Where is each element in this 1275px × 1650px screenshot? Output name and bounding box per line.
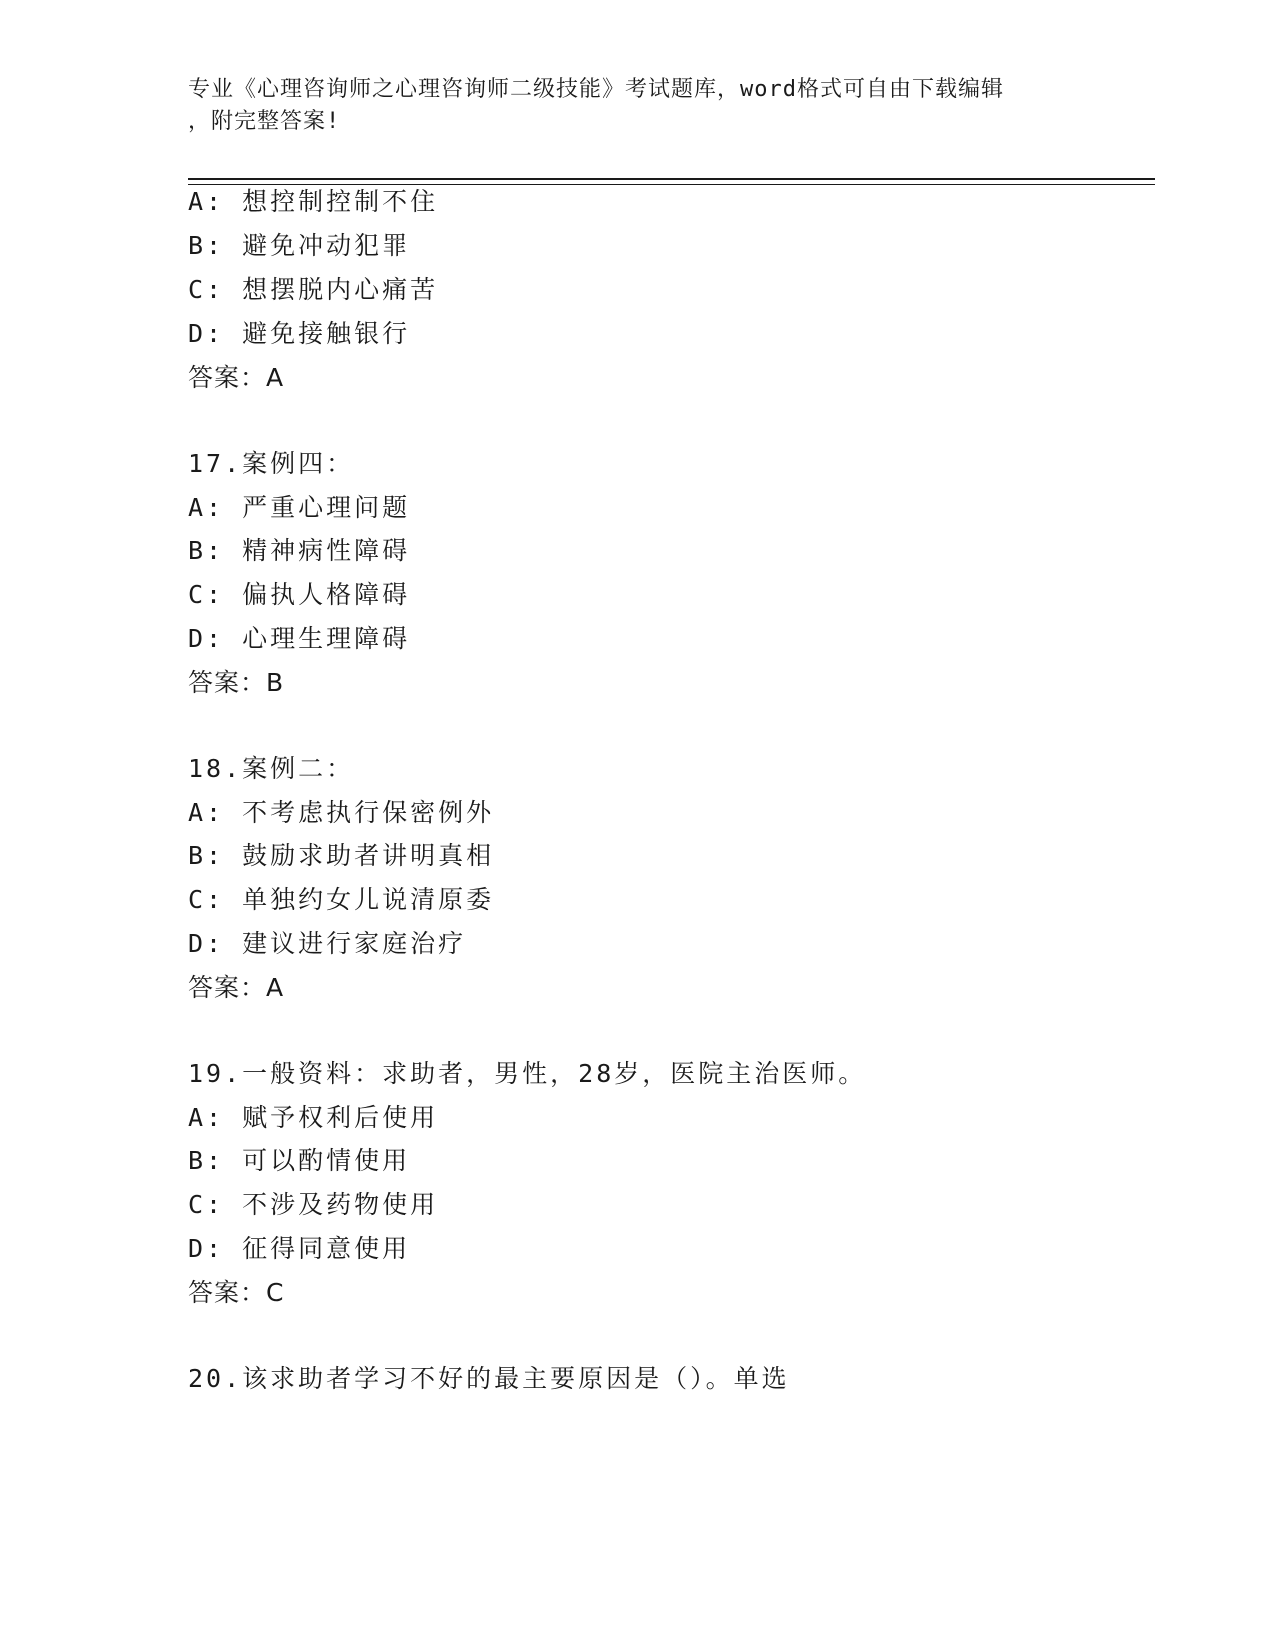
q20-stem: 20.该求助者学习不好的最主要原因是（）。单选	[188, 1364, 790, 1393]
q16-option-c: C: 想摆脱内心痛苦	[188, 275, 439, 304]
q17-option-c: C: 偏执人格障碍	[188, 580, 411, 609]
q18-answer: 答案：A	[188, 973, 285, 1002]
q19-answer: 答案：C	[188, 1278, 285, 1307]
q19-option-d: D: 征得同意使用	[188, 1234, 411, 1263]
q18-option-a: A: 不考虑执行保密例外	[188, 798, 495, 827]
q19-option-c: C: 不涉及药物使用	[188, 1190, 439, 1219]
header-line-1: 专业《心理咨询师之心理咨询师二级技能》考试题库，word格式可自由下载编辑	[188, 77, 1004, 102]
q19-option-b: B: 可以酌情使用	[188, 1146, 411, 1175]
q17-option-b: B: 精神病性障碍	[188, 536, 411, 565]
q17-option-a: A: 严重心理问题	[188, 493, 411, 522]
header-line-2: ，附完整答案!	[188, 109, 341, 134]
q17-stem: 17.案例四：	[188, 449, 355, 478]
q18-option-b: B: 鼓励求助者讲明真相	[188, 841, 495, 870]
q16-answer: 答案：A	[188, 363, 285, 392]
q16-option-a: A: 想控制控制不住	[188, 187, 439, 216]
q18-option-d: D: 建议进行家庭治疗	[188, 929, 467, 958]
q17-option-d: D: 心理生理障碍	[188, 624, 411, 653]
q16-option-d: D: 避免接触银行	[188, 319, 411, 348]
q19-option-a: A: 赋予权利后使用	[188, 1103, 439, 1132]
document-header	[188, 74, 1088, 138]
q16-option-b: B: 避免冲动犯罪	[188, 231, 411, 260]
q18-stem: 18.案例二：	[188, 754, 355, 783]
q18-option-c: C: 单独约女儿说清原委	[188, 885, 495, 914]
q17-answer: 答案：B	[188, 668, 285, 697]
q19-stem: 19.一般资料：求助者，男性，28岁，医院主治医师。	[188, 1059, 867, 1088]
header-divider	[188, 178, 1155, 185]
